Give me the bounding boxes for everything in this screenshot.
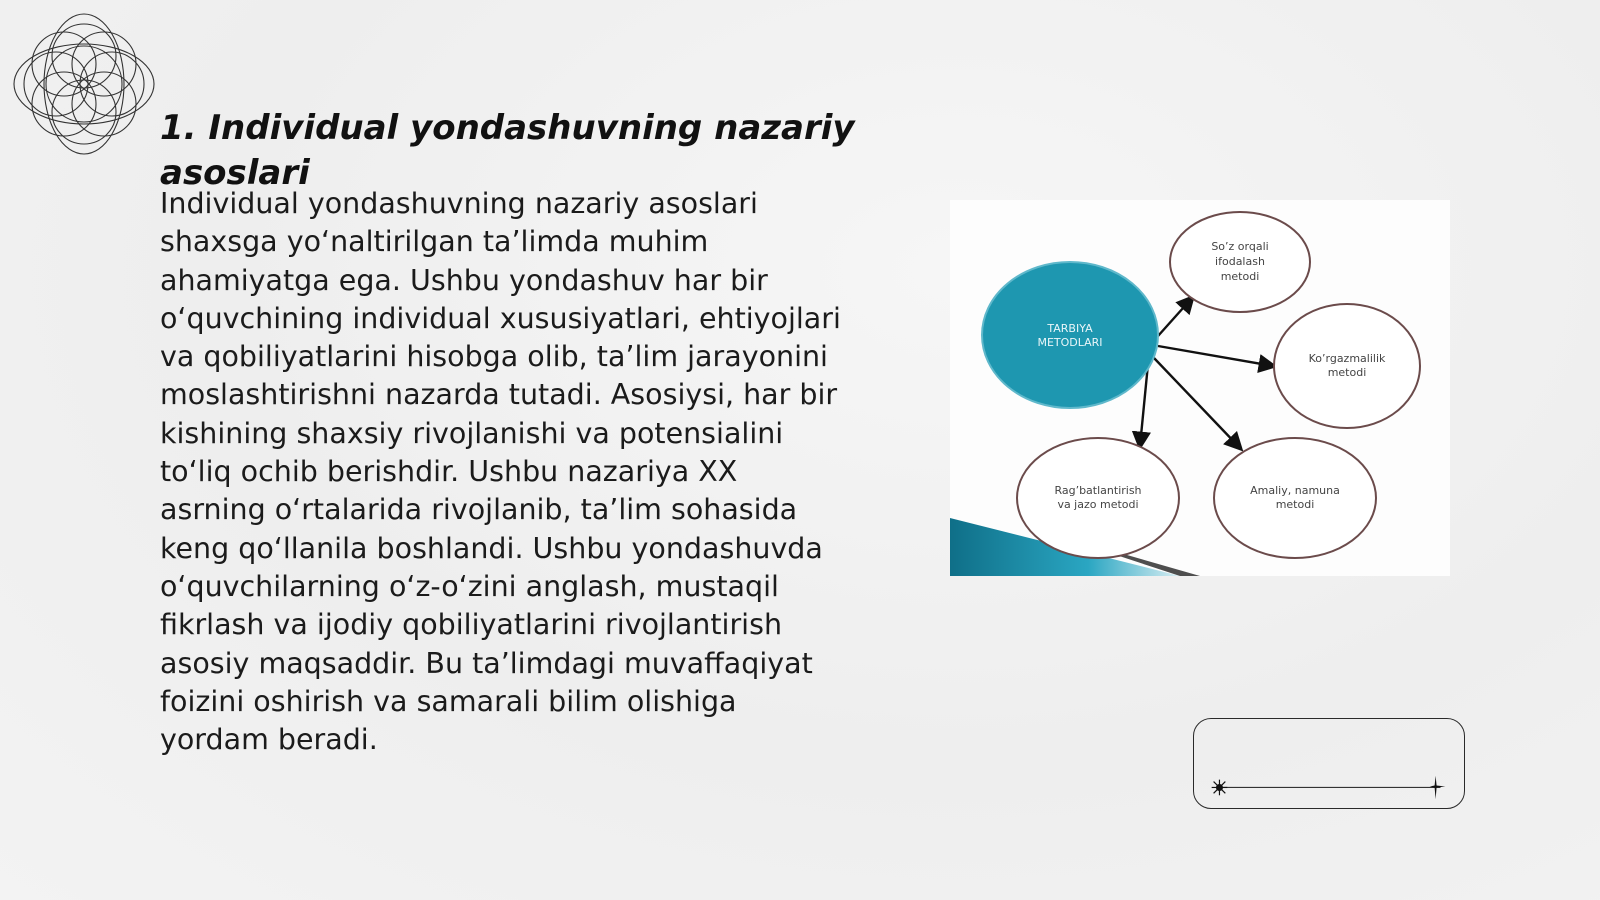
node-4-line2: va jazo metodi [1057,498,1139,511]
center-label-line1: TARBIYA [1047,322,1093,335]
slide-title: 1. Individual yondashuvning nazariy asoslari [160,108,855,193]
sparkle-icon [1212,780,1228,796]
center-label-line2: METODLARI [1037,336,1103,349]
node-3-line2: metodi [1275,498,1315,511]
arrow-to-node-2 [1158,346,1273,366]
body-paragraph: Individual yondashuvning nazariy asoslari shaxsga yo‘naltirilgan ta’limda muhim ahamiyatga ega. Ushbu yondashuv har bir o‘quvchining individual xususiyatlari, ehtiyojlari va qobiliyatlarini hisobga olib, ta’lim jarayonini moslashtirishni nazarda tutadi. Asosiysi, har bir kishining shaxsiy rivojlanishi va potensialini to‘liq ochib berishdir. Ushbu nazariya XX asrning o‘rtalarida rivojlanib, ta’lim sohasida keng qo‘llanila boshlandi. Ushbu yondashuvda o‘quvchilarning o‘z-o‘zini anglash, mustaqil fikrlash va ijodiy qobiliyatlarini rivojlantirish asosiy maqsaddir. Bu ta’limdagi muvaffaqiyat foizini oshirish va samarali bilim olishiga yordam beradi. [160,187,841,757]
decorative-timeline-box [1193,718,1465,809]
center-node [982,262,1158,408]
node-2-line2: metodi [1327,366,1367,379]
method-node-4 [1017,438,1179,558]
tarbiya-metodlari-diagram [950,200,1450,576]
node-1-line3: metodi [1220,270,1260,283]
method-node-2 [1274,304,1420,428]
arrow-to-node-1 [1158,298,1192,336]
node-3-line1: Amaliy, namuna [1250,484,1340,497]
method-node-3 [1214,438,1376,558]
node-2-line1: Ko’rgazmalilik [1308,352,1386,365]
node-1-line2: ifodalash [1215,255,1265,268]
node-4-line1: Rag’batlantirish [1054,484,1142,497]
arrow-to-node-3 [1154,358,1240,448]
method-node-1 [1170,212,1310,312]
rosette-ornament-icon [10,10,158,158]
node-1-line1: So’z orqali [1211,240,1269,253]
